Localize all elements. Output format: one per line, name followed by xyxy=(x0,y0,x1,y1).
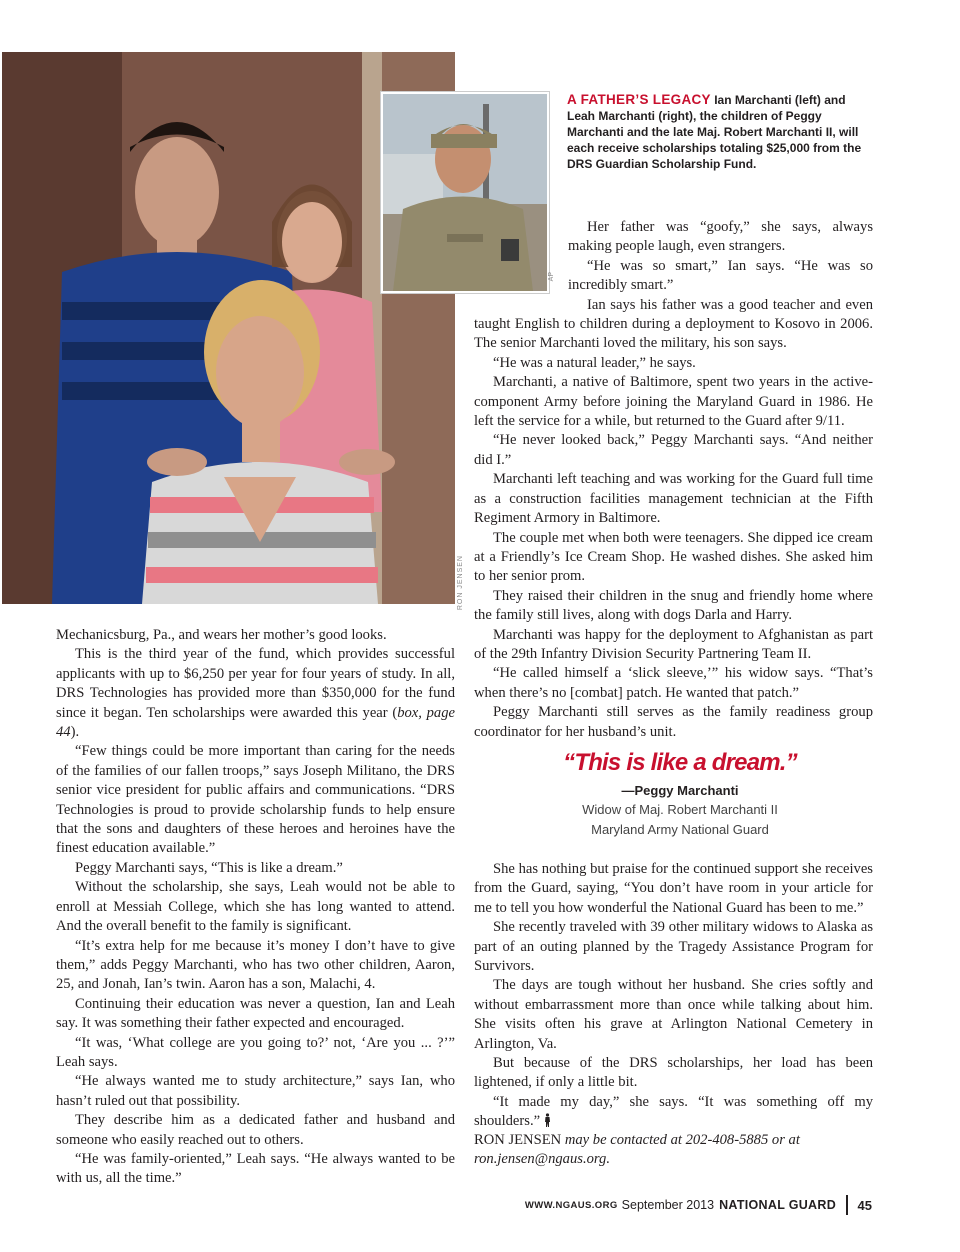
paragraph: She recently traveled with 39 other military widows to Alaska as part of an outing planned by the Tragedy Assistance Program for Survivors. xyxy=(474,919,873,975)
main-photo-credit: RON JENSEN xyxy=(457,555,464,611)
pull-quote-attribution: —Peggy Marchanti xyxy=(621,783,739,798)
paragraph: “He was family-oriented,” Leah says. “He always wanted to be with us, all the time.” xyxy=(56,1150,455,1187)
paragraph: They raised their children in the snug and friendly home where the family still lives, along with dogs Darla and Harry. xyxy=(474,587,873,624)
page-number: 45 xyxy=(857,1197,872,1213)
folio-divider xyxy=(846,1195,848,1215)
folio-date: September 2013 xyxy=(621,1198,715,1212)
paragraph: “He always wanted me to study architecture,” says Ian, who hasn’t ruled out that possibility. xyxy=(56,1073,455,1109)
paragraph: Ian says his father was a good teacher and even taught English to children during a deployment to Kosovo in 2006. The senior Marchanti loved the military, his son says. xyxy=(474,296,873,352)
paragraph: “It made my day,” she says. “It was something off my shoulders.” xyxy=(474,1093,873,1130)
page-folio xyxy=(520,1195,872,1215)
paragraph: “He never looked back,” Peggy Marchanti says. “And neither did I.” xyxy=(474,432,873,468)
paragraph: Peggy Marchanti still serves as the family readiness group coordinator for her husband’s unit. xyxy=(474,704,873,740)
pull-quote-role: Maryland Army National Guard xyxy=(591,822,769,837)
inset-photo-credit: AP xyxy=(548,272,555,282)
paragraph: “It’s extra help for me because it’s money I don’t have to give them,” adds Peggy Marchanti, who has two other children, Aaron, 25, and Jonah, Ian’s twin. Aaron has a son, Malachi, 4. xyxy=(56,937,455,993)
paragraph: This is the third year of the fund, which provides successful applicants with up to $6,250 per year for four years of study. In all, DRS Technologies has provided more than $350,000 for the fund since it began. Ten scholarships were awarded this year (box, page 44). xyxy=(56,646,455,741)
paragraph: “Few things could be more important than caring for the needs of the families of our fallen troops,” says Joseph Militano, the DRS senior vice president for public affairs and communications. “DRS Technologies is proud to provide scholarship funds to help ensure that the sons and daughters of these heroes and heroines have the finest education available.” xyxy=(56,743,455,857)
pull-quote xyxy=(474,748,886,840)
paragraph: “It was, ‘What college are you going to?’ not, ‘Are you ... ?’” Leah says. xyxy=(56,1034,455,1070)
right-column-top xyxy=(474,218,873,742)
author-signoff xyxy=(474,1131,874,1170)
caption-text: Ian Marchanti (left) and Leah Marchanti (right), the children of Peggy Marchanti and the late Maj. Robert Marchanti II, will each receive scholarships totaling $25,000 from the DRS Guardian Scholarship Fund. xyxy=(567,93,862,171)
paragraph: Marchanti was happy for the deployment to Afghanistan as part of the 29th Infantry Division Security Partnering Team II. xyxy=(474,626,873,662)
caption-kicker: A FATHER’S LEGACY xyxy=(567,92,711,107)
minuteman-end-mark-icon xyxy=(544,1113,551,1127)
pull-quote-text: “This is like a dream.” xyxy=(563,749,797,776)
author-contact: may be contacted at 202-408-5885 or at ron.jensen@ngaus.org. xyxy=(474,1132,800,1168)
paragraph: She has nothing but praise for the continued support she receives from the Guard, saying, “You don’t have room in your article for me to tell you how wonderful the National Guard has been to me.” xyxy=(474,861,873,916)
paragraph: The couple met when both were teenagers. She dipped ice cream at a Friendly’s Ice Cream Shop. He washed dishes. She asked him to her senior prom. xyxy=(474,529,873,585)
paragraph: The days are tough without her husband. She cries softly and without embarrassment more than once while talking about him. She visits often his grave at Arlington National Cemetery in Arlington, Va. xyxy=(474,977,873,1052)
paragraph: Without the scholarship, she says, Leah would not be able to enroll at Messiah College, which she has long wanted to attend. And the overall benefit to the family is significant. xyxy=(56,879,455,935)
paragraph: Marchanti left teaching and was working for the Guard full time as a construction facilities management technician at the Fifth Regiment Armory in Baltimore. xyxy=(474,471,873,527)
folio-magazine: NATIONAL GUARD xyxy=(719,1198,837,1212)
pull-quote-role: Widow of Maj. Robert Marchanti II xyxy=(582,802,778,817)
photo-caption xyxy=(567,92,862,172)
paragraph: “He was so smart,” Ian says. “He was so incredibly smart.” xyxy=(568,257,873,294)
paragraph: Marchanti, a native of Baltimore, spent two years in the active-component Army before joining the Maryland Guard in 1986. He left the service for a while, but returned to the Guard after 9/11. xyxy=(474,374,873,430)
paragraph: Peggy Marchanti says, “This is like a dream.” xyxy=(75,859,343,876)
left-column xyxy=(56,626,455,1189)
paragraph: Her father was “goofy,” she says, always making people laugh, even strangers. xyxy=(568,219,873,255)
author-name: RON JENSEN xyxy=(474,1132,562,1148)
paragraph: Mechanicsburg, Pa., and wears her mother’s good looks. xyxy=(56,627,387,643)
paragraph: But because of the DRS scholarships, her load has been lightened, if only a little bit. xyxy=(474,1055,873,1091)
folio-url: WWW.NGAUS.ORG xyxy=(524,1199,618,1211)
paragraph: “He called himself a ‘slick sleeve,’” his widow says. “That’s when there’s no [combat] patch. He wanted that patch.” xyxy=(474,665,873,701)
paragraph: Continuing their education was never a question, Ian and Leah say. It was something their father expected and encouraged. xyxy=(56,995,455,1032)
paragraph: They describe him as a dedicated father and husband and someone who easily reached out to others. xyxy=(56,1112,455,1148)
right-column-bottom xyxy=(474,860,873,1132)
paragraph: “He was a natural leader,” he says. xyxy=(493,354,696,371)
